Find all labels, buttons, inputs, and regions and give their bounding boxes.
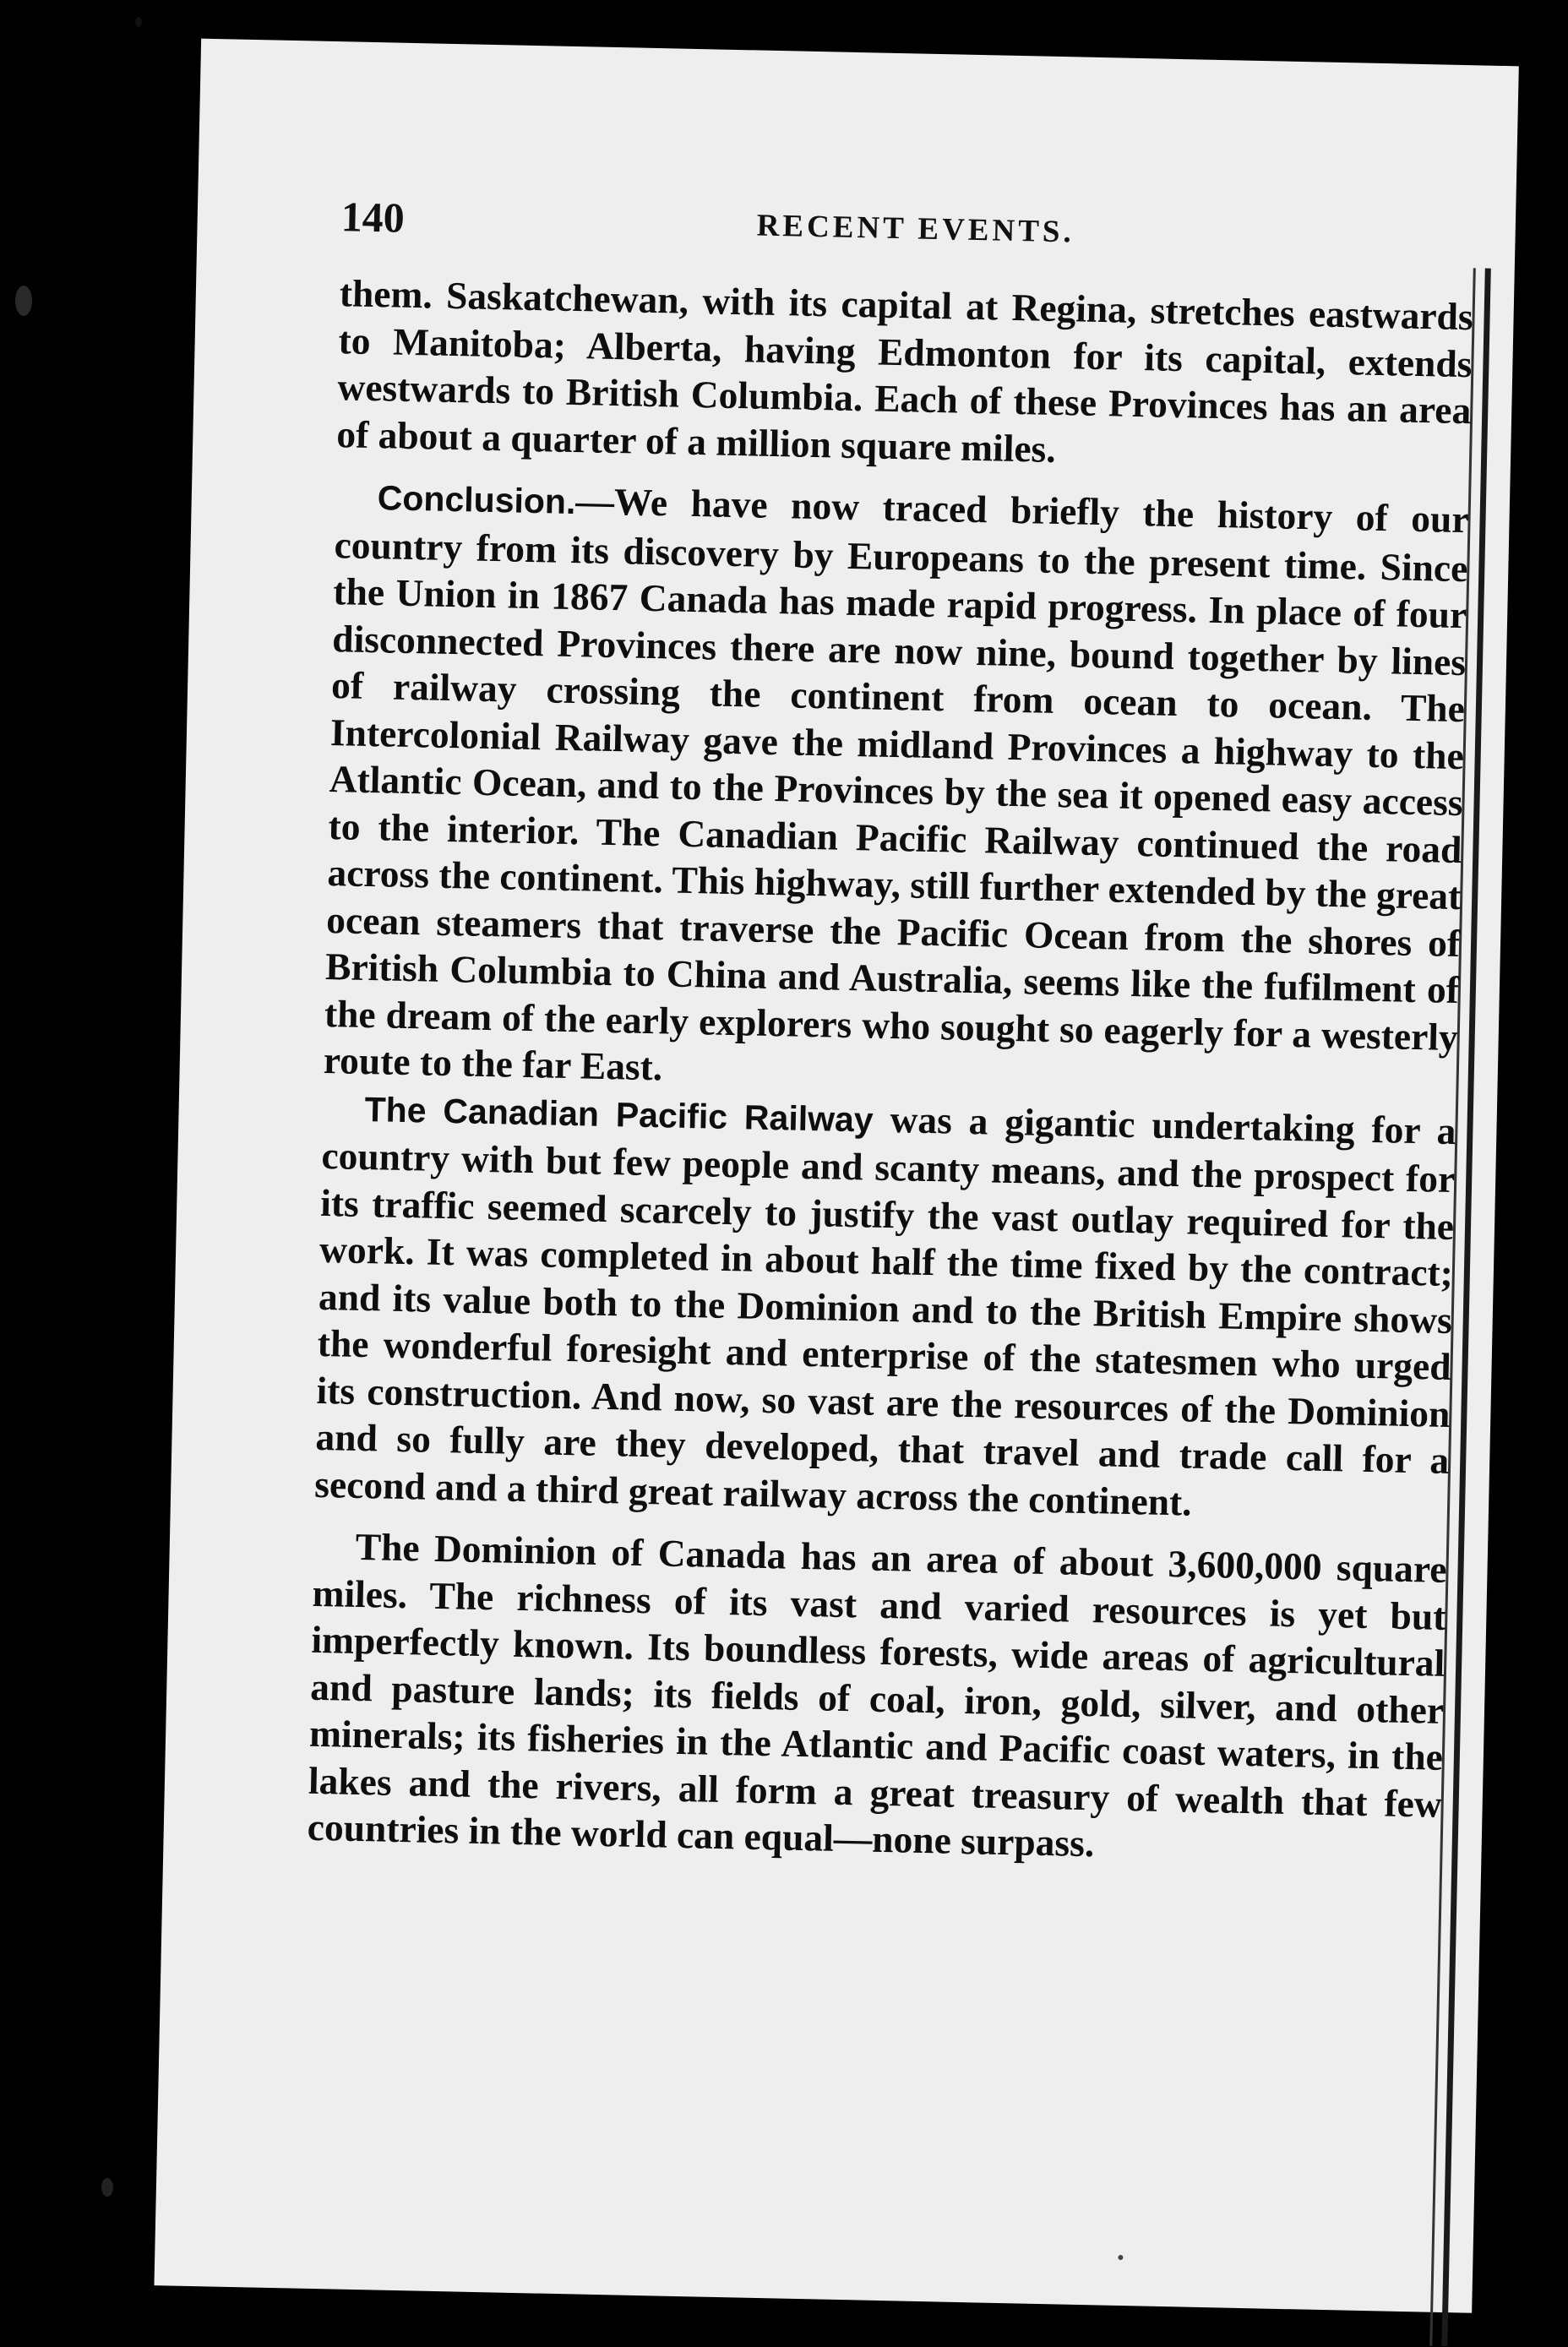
- paragraph-text: was a gigantic undertaking for a country with but few people and scanty means, and the prospect for its traffic seemed scarcely to justify the vast outlay required for the work. It was completed in about half the time fixed by the contract; and its value both to the Dominion and to the British Empire shows the wonderful foresight and enterprise of the statesmen who urged its construction. And now, so vast are the resources of the Dominion and so fully are they developed, that travel and trade call for a second and a third great railway across the continent.: [313, 1097, 1456, 1524]
- page-speck: [1118, 2255, 1123, 2260]
- paragraph-text: The Dominion of Canada has an area of about 3,600,000 square miles. The richness of its vast and varied resources is yet but imperfectly known. Its boundless forests, wide areas of agricultural and pasture lands; its fields of coal, iron, gold, silver, and other minerals; its fisheries in the Atlantic and Pacific coast waters, in the lakes and the rivers, all form a great treasury of wealth that few countries in the world can equal—none surpass.: [307, 1524, 1448, 1865]
- page-number: 140: [340, 193, 406, 242]
- paragraph-text: them. Saskatchewan, with its capital at Regina, stretches eastwards to Manitoba; Alberta, having Edmonton for its capital, extends westwards to British Columbia. Each of these Provinces has an area of about a quarter of a million square miles.: [335, 271, 1474, 471]
- body-text: [163, 267, 1473, 1875]
- paragraph: [314, 1083, 1456, 1530]
- paragraph-heading: Conclusion.: [377, 478, 576, 522]
- running-head: [340, 192, 1389, 250]
- paragraph: [336, 270, 1473, 481]
- paragraph: [307, 1522, 1447, 1875]
- running-title: RECENT EVENTS.: [756, 208, 1075, 250]
- scan-speck: [101, 2178, 113, 2197]
- paragraph: [323, 472, 1469, 1107]
- paragraph-text: —We have now traced briefly the history of our country from its discovery by Europeans to the present time. Since the Union in 1867 Canada has made rapid progress. In place of four disconnected Provinces there are now nine, bound together by lines of railway crossing the continent from ocean to ocean. The Intercolonial Railway gave the midland Provinces a highway to the Atlantic Ocean, and to the Provinces by the sea it opened easy access to the interior. The Canadian Pacific Railway continued the road across the continent. This highway, still further extended by the great ocean steamers that traverse the Pacific Ocean from the shores of British Columbia to China and Australia, seems like the fufilment of the dream of the early explorers who sought so eagerly for a westerly route to the far East.: [323, 479, 1470, 1089]
- scan-speck: [15, 286, 32, 316]
- scan-speck: [135, 17, 142, 27]
- paragraph-heading: The Canadian Pacific Railway: [364, 1089, 874, 1140]
- book-page: [154, 39, 1518, 2313]
